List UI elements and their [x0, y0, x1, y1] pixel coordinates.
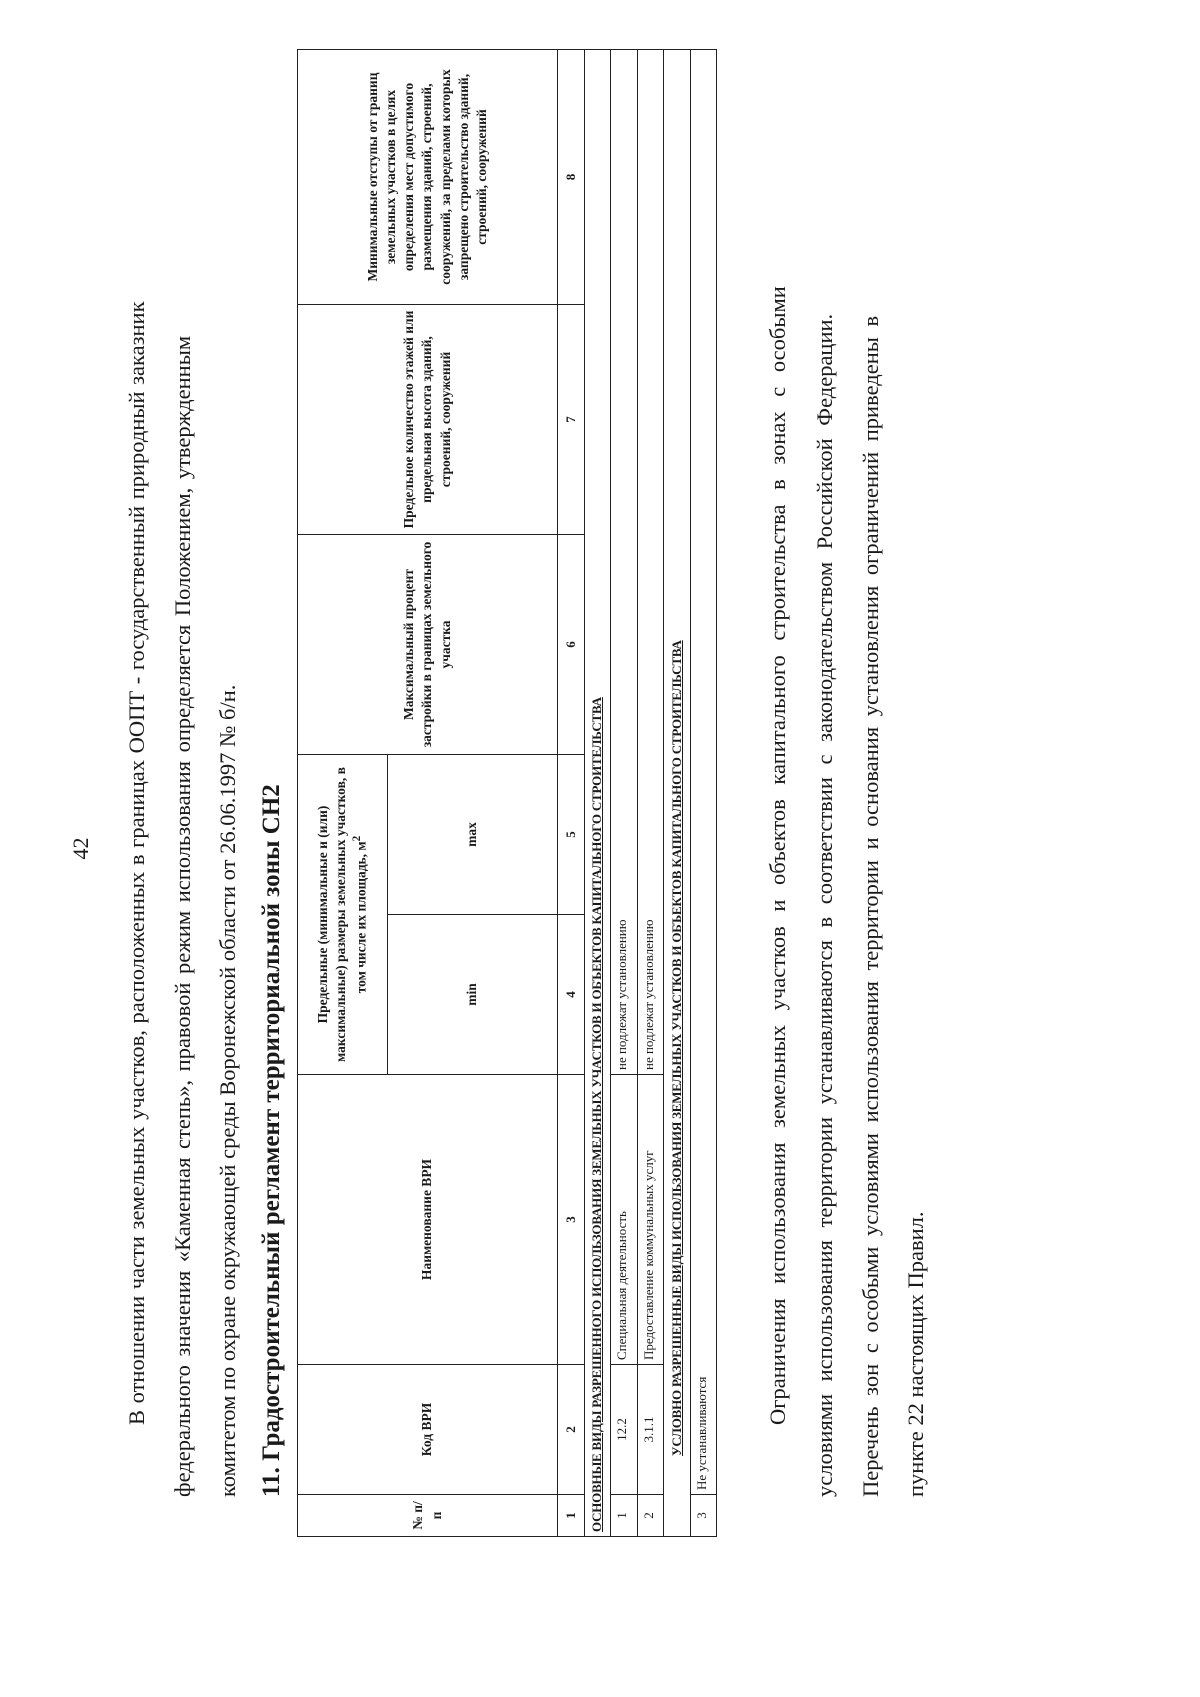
regulation-table — [297, 49, 717, 1537]
col-number: 7 — [558, 305, 585, 535]
header-percent: Максимальный процент застройки в границах земельного участка — [298, 535, 558, 755]
row-code: 3.1.1 — [637, 1365, 664, 1495]
outro-line-2: условиями использования территории устанавливаются в соответствии с законодательством Российской Федерации. — [812, 313, 837, 1497]
section-conditional-title: УСЛОВНО РАЗРЕШЕННЫЕ ВИДЫ ИСПОЛЬЗОВАНИЯ ЗЕМЕЛЬНЫХ УЧАСТКОВ И ОБЪЕКТОВ КАПИТАЛЬНОГО СТРОИТЕЛЬСТВА — [664, 50, 691, 1537]
row-note: не подлежат установлению — [611, 50, 638, 1075]
row-code: 12.2 — [611, 1365, 638, 1495]
intro-line-2: федерального значения «Каменная степь», правовой режим использования определяется Положением, утвержденным — [170, 335, 195, 1497]
header-name: Наименование ВРИ — [298, 1075, 558, 1365]
row-num: 2 — [637, 1495, 664, 1537]
header-size-text: Предельные (минимальные и (или) максимальные) размеры земельных участков, в том числе их площадь, м — [314, 767, 369, 1062]
row-num: 1 — [611, 1495, 638, 1537]
row-note: не подлежат установлению — [637, 50, 664, 1075]
row-name: Предоставление коммунальных услуг — [637, 1075, 664, 1365]
col-number: 6 — [558, 535, 585, 755]
table-row — [611, 50, 638, 1537]
intro-line-3: комитетом по охране окружающей среды Воронежской области от 26.06.1997 № б/н. — [215, 684, 240, 1497]
table-row — [637, 50, 664, 1537]
row-name: Специальная деятельность — [611, 1075, 638, 1365]
header-min: min — [388, 915, 558, 1075]
header-max: max — [388, 755, 558, 915]
header-size-group — [298, 755, 388, 1075]
header-size-sup: 2 — [351, 835, 364, 842]
outro-line-3: Перечень зон с особыми условиями использования территории и основания установления ограничений приведены в — [858, 315, 883, 1497]
intro-line-1: В отношении части земельных участков, расположенных в границах ООПТ - государственный природный заказник — [124, 301, 149, 1425]
header-row-1 — [298, 50, 388, 1537]
section-main-row — [584, 50, 611, 1537]
header-floors: Предельное количество этажей или предельная высота зданий, строений, сооружений — [298, 305, 558, 535]
table-row — [690, 50, 717, 1537]
row-text: Не устанавливаются — [690, 50, 717, 1495]
header-num: № п/п — [298, 1495, 558, 1537]
outro-line-4: пункте 22 настоящих Правил. — [903, 1211, 928, 1497]
column-numbers-row — [558, 50, 585, 1537]
section-heading: 11. Градостроительный регламент территориальной зоны СН2 — [258, 784, 285, 1497]
row-num: 3 — [690, 1495, 717, 1537]
header-code: Код ВРИ — [298, 1365, 558, 1495]
col-number: 3 — [558, 1075, 585, 1365]
col-number: 8 — [558, 50, 585, 305]
section-conditional-row — [664, 50, 691, 1537]
page-number: 42 — [68, 837, 93, 860]
col-number: 5 — [558, 755, 585, 915]
outro-line-1: Ограничения использования земельных участков и объектов капитального строительства в зонах с особыми — [765, 286, 790, 1425]
col-number: 1 — [558, 1495, 585, 1537]
header-setbacks: Минимальные отступы от границ земельных участков в целях определения мест допустимого размещения зданий, строений, сооружений, за пределами которых запрещено строительство зданий, строений, сооружений — [298, 50, 558, 305]
section-main-title: ОСНОВНЫЕ ВИДЫ РАЗРЕШЕННОГО ИСПОЛЬЗОВАНИЯ ЗЕМЕЛЬНЫХ УЧАСТКОВ И ОБЪЕКТОВ КАПИТАЛЬНОГО СТРОИТЕЛЬСТВА — [584, 50, 611, 1537]
col-number: 4 — [558, 915, 585, 1075]
col-number: 2 — [558, 1365, 585, 1495]
